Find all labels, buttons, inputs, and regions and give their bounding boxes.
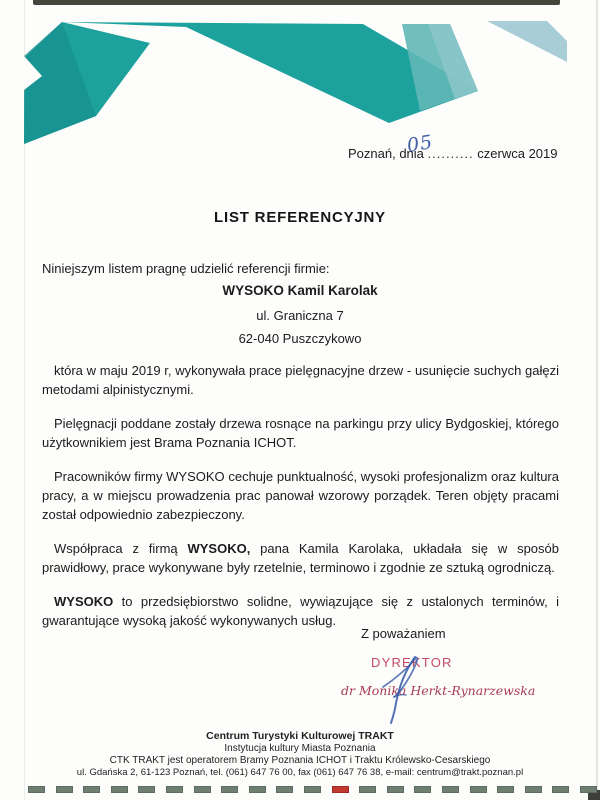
footer-contact-info: ul. Gdańska 2, 61-123 Poznań, tel. (061) 647 76 00, fax (061) 647 76 38, e-mail: centrum@trakt.poznan.pl bbox=[76, 767, 524, 778]
dash-mark bbox=[442, 786, 459, 793]
letter-title: LIST REFERENCYJNY bbox=[214, 209, 386, 226]
dash-mark bbox=[552, 786, 569, 793]
paragraph-3 bbox=[42, 467, 559, 524]
dash-mark bbox=[111, 786, 128, 793]
dash-mark bbox=[249, 786, 266, 793]
paragraph-2 bbox=[42, 414, 559, 452]
header-abstract-shapes-graphic bbox=[0, 0, 600, 170]
handwritten-day-number: 05 bbox=[405, 131, 435, 157]
dash-mark bbox=[304, 786, 321, 793]
dash-mark bbox=[525, 786, 542, 793]
text-segment: Pielęgnacji poddane zostały drzewa rosnące na parkingu przy ulicy Bydgoskiej, którego użytkownikiem jest Brama Poznania ICHOT. bbox=[42, 416, 559, 450]
dash-mark bbox=[194, 786, 211, 793]
text-segment: Pracowników firmy WYSOKO cechuje punktualność, wysoki profesjonalizm oraz kultura pracy, a w miejscu prowadzenia prac panował wzorowy porządek. Teren objęty pracami został odpowiednio zabezpieczony. bbox=[42, 469, 559, 522]
dash-mark bbox=[414, 786, 431, 793]
corner-shape-steel bbox=[487, 21, 567, 62]
bottom-dash-strip bbox=[0, 786, 600, 794]
dash-mark-red bbox=[332, 786, 349, 793]
dash-mark bbox=[580, 786, 597, 793]
intro-line: Niniejszym listem pragnę udzielić referencji firmie: bbox=[42, 261, 330, 276]
footer-institution: Instytucja kultury Miasta Poznania bbox=[224, 743, 376, 754]
dash-mark bbox=[56, 786, 73, 793]
paragraph-5 bbox=[42, 592, 559, 630]
text-segment: pana Kamila Karolaka, układała się w sposób prawidłowy, prace wykonywane były rzetelnie, terminowo i zgodnie ze sztuką ogrodniczą. bbox=[42, 541, 559, 575]
dash-mark bbox=[221, 786, 238, 793]
text-segment: która w maju 2019 r, wykonywała prace pielęgnacyjne drzew - usunięcie suchych gałęzi metodami alpinistycznymi. bbox=[42, 363, 559, 397]
dash-mark bbox=[387, 786, 404, 793]
letter-body bbox=[42, 361, 559, 645]
bold-text-segment: WYSOKO bbox=[54, 594, 114, 609]
date-suffix: czerwca 2019 bbox=[477, 146, 558, 161]
date-prefix: Poznań, dnia bbox=[348, 146, 424, 161]
stamp-name-text: dr Monika Herkt-Rynarzewska bbox=[341, 683, 536, 698]
bold-text-segment: WYSOKO, bbox=[187, 541, 251, 556]
text-segment: Współpraca z firmą bbox=[54, 541, 188, 556]
dash-mark bbox=[83, 786, 100, 793]
closing-phrase: Z poważaniem bbox=[361, 626, 446, 641]
footer-org-name: Centrum Turystyki Kulturowej TRAKT bbox=[206, 730, 394, 742]
dash-mark bbox=[276, 786, 293, 793]
stamp-role-text: DYREKTOR bbox=[371, 655, 453, 670]
dash-mark bbox=[470, 786, 487, 793]
company-name: WYSOKO Kamil Karolak bbox=[222, 283, 378, 298]
footer-block bbox=[0, 730, 600, 779]
paragraph-1 bbox=[42, 361, 559, 399]
footer-operator-info: CTK TRAKT jest operatorem Bramy Poznania ICHOT i Traktu Królewsko-Cesarskiego bbox=[109, 755, 491, 766]
company-street: ul. Graniczna 7 bbox=[256, 308, 344, 323]
text-segment: to przedsiębiorstwo solidne, wywiązujące się z ustalonych terminów, i gwarantujące wysoką jakość wykonywanych usług. bbox=[42, 594, 559, 628]
dash-mark bbox=[138, 786, 155, 793]
dash-mark bbox=[497, 786, 514, 793]
dash-mark bbox=[166, 786, 183, 793]
dash-mark bbox=[28, 786, 45, 793]
paragraph-4 bbox=[42, 539, 559, 577]
date-line bbox=[348, 146, 558, 161]
dash-mark bbox=[359, 786, 376, 793]
company-city: 62-040 Puszczykowo bbox=[238, 331, 362, 346]
date-dotted-blank: .......... bbox=[427, 146, 474, 161]
